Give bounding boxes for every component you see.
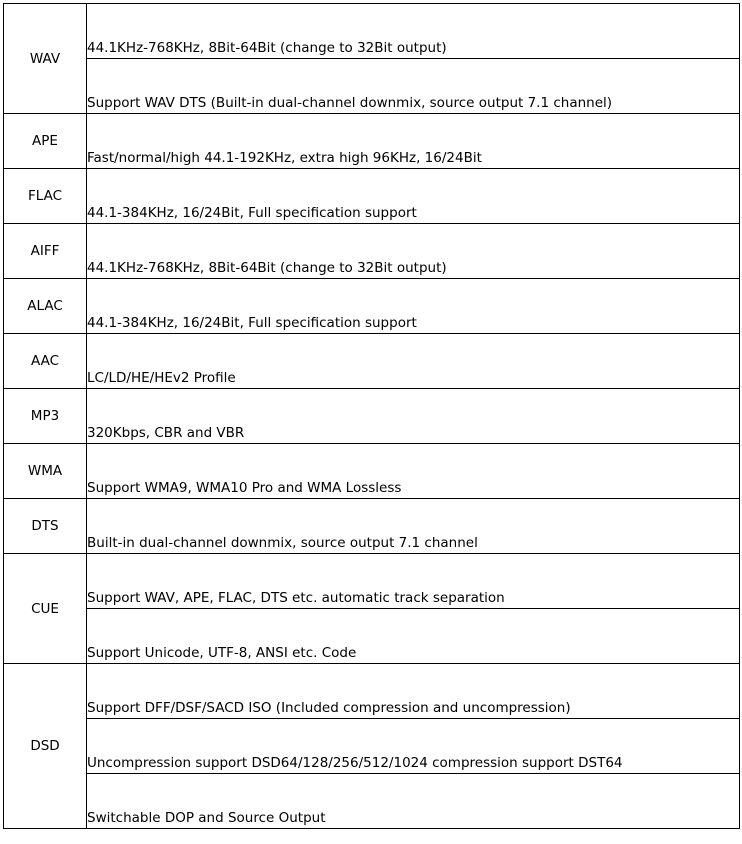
- format-cell-wav: WAV: [4, 4, 87, 114]
- format-cell-aiff: AIFF: [4, 224, 87, 279]
- spec-text: Support Unicode, UTF-8, ANSI etc. Code: [87, 645, 357, 661]
- spec-cell: [87, 389, 740, 444]
- spec-text: 320Kbps, CBR and VBR: [87, 425, 245, 441]
- spec-cell: [87, 279, 740, 334]
- spec-text: Support WAV DTS (Built-in dual-channel downmix, source output 7.1 channel): [87, 95, 613, 111]
- table-row: [4, 224, 740, 279]
- spec-text: LC/LD/HE/HEv2 Profile: [87, 370, 236, 386]
- format-cell-mp3: MP3: [4, 389, 87, 444]
- spec-cell: [87, 169, 740, 224]
- format-cell-aac: AAC: [4, 334, 87, 389]
- spec-text: Uncompression support DSD64/128/256/512/1024 compression support DST64: [87, 755, 623, 771]
- spec-text: Support WAV, APE, FLAC, DTS etc. automatic track separation: [87, 590, 505, 606]
- spec-text: Support DFF/DSF/SACD ISO (Included compression and uncompression): [87, 700, 571, 716]
- spec-cell: [87, 554, 740, 609]
- table-row: [4, 719, 740, 774]
- spec-text: Fast/normal/high 44.1-192KHz, extra high 96KHz, 16/24Bit: [87, 150, 482, 166]
- table-row: [4, 334, 740, 389]
- format-cell-alac: ALAC: [4, 279, 87, 334]
- format-cell-cue: CUE: [4, 554, 87, 664]
- table-row: [4, 554, 740, 609]
- format-cell-ape: APE: [4, 114, 87, 169]
- spec-cell: [87, 719, 740, 774]
- table-row: [4, 114, 740, 169]
- table-row: [4, 4, 740, 59]
- spec-text: 44.1-384KHz, 16/24Bit, Full specification support: [87, 315, 417, 331]
- table-row: [4, 169, 740, 224]
- spec-cell: [87, 499, 740, 554]
- spec-cell: [87, 4, 740, 59]
- format-cell-dts: DTS: [4, 499, 87, 554]
- spec-text: Switchable DOP and Source Output: [87, 810, 326, 826]
- format-cell-dsd: DSD: [4, 664, 87, 829]
- table-row: [4, 59, 740, 114]
- format-cell-wma: WMA: [4, 444, 87, 499]
- spec-text: 44.1KHz-768KHz, 8Bit-64Bit (change to 32Bit output): [87, 40, 447, 56]
- table-row: [4, 664, 740, 719]
- table-row: [4, 444, 740, 499]
- spec-cell: [87, 59, 740, 114]
- table-row: [4, 774, 740, 829]
- spec-text: 44.1-384KHz, 16/24Bit, Full specification support: [87, 205, 417, 221]
- format-cell-flac: FLAC: [4, 169, 87, 224]
- spec-cell: [87, 114, 740, 169]
- spec-text: Built-in dual-channel downmix, source output 7.1 channel: [87, 535, 478, 551]
- spec-cell: [87, 224, 740, 279]
- table-row: [4, 499, 740, 554]
- spec-cell: [87, 609, 740, 664]
- table-row: [4, 389, 740, 444]
- spec-cell: [87, 444, 740, 499]
- format-spec-table: [3, 3, 740, 829]
- spec-cell: [87, 664, 740, 719]
- spec-cell: [87, 774, 740, 829]
- table-row: [4, 279, 740, 334]
- spec-text: Support WMA9, WMA10 Pro and WMA Lossless: [87, 480, 402, 496]
- spec-cell: [87, 334, 740, 389]
- table-row: [4, 609, 740, 664]
- format-spec-body: [4, 4, 740, 829]
- spec-text: 44.1KHz-768KHz, 8Bit-64Bit (change to 32Bit output): [87, 260, 447, 276]
